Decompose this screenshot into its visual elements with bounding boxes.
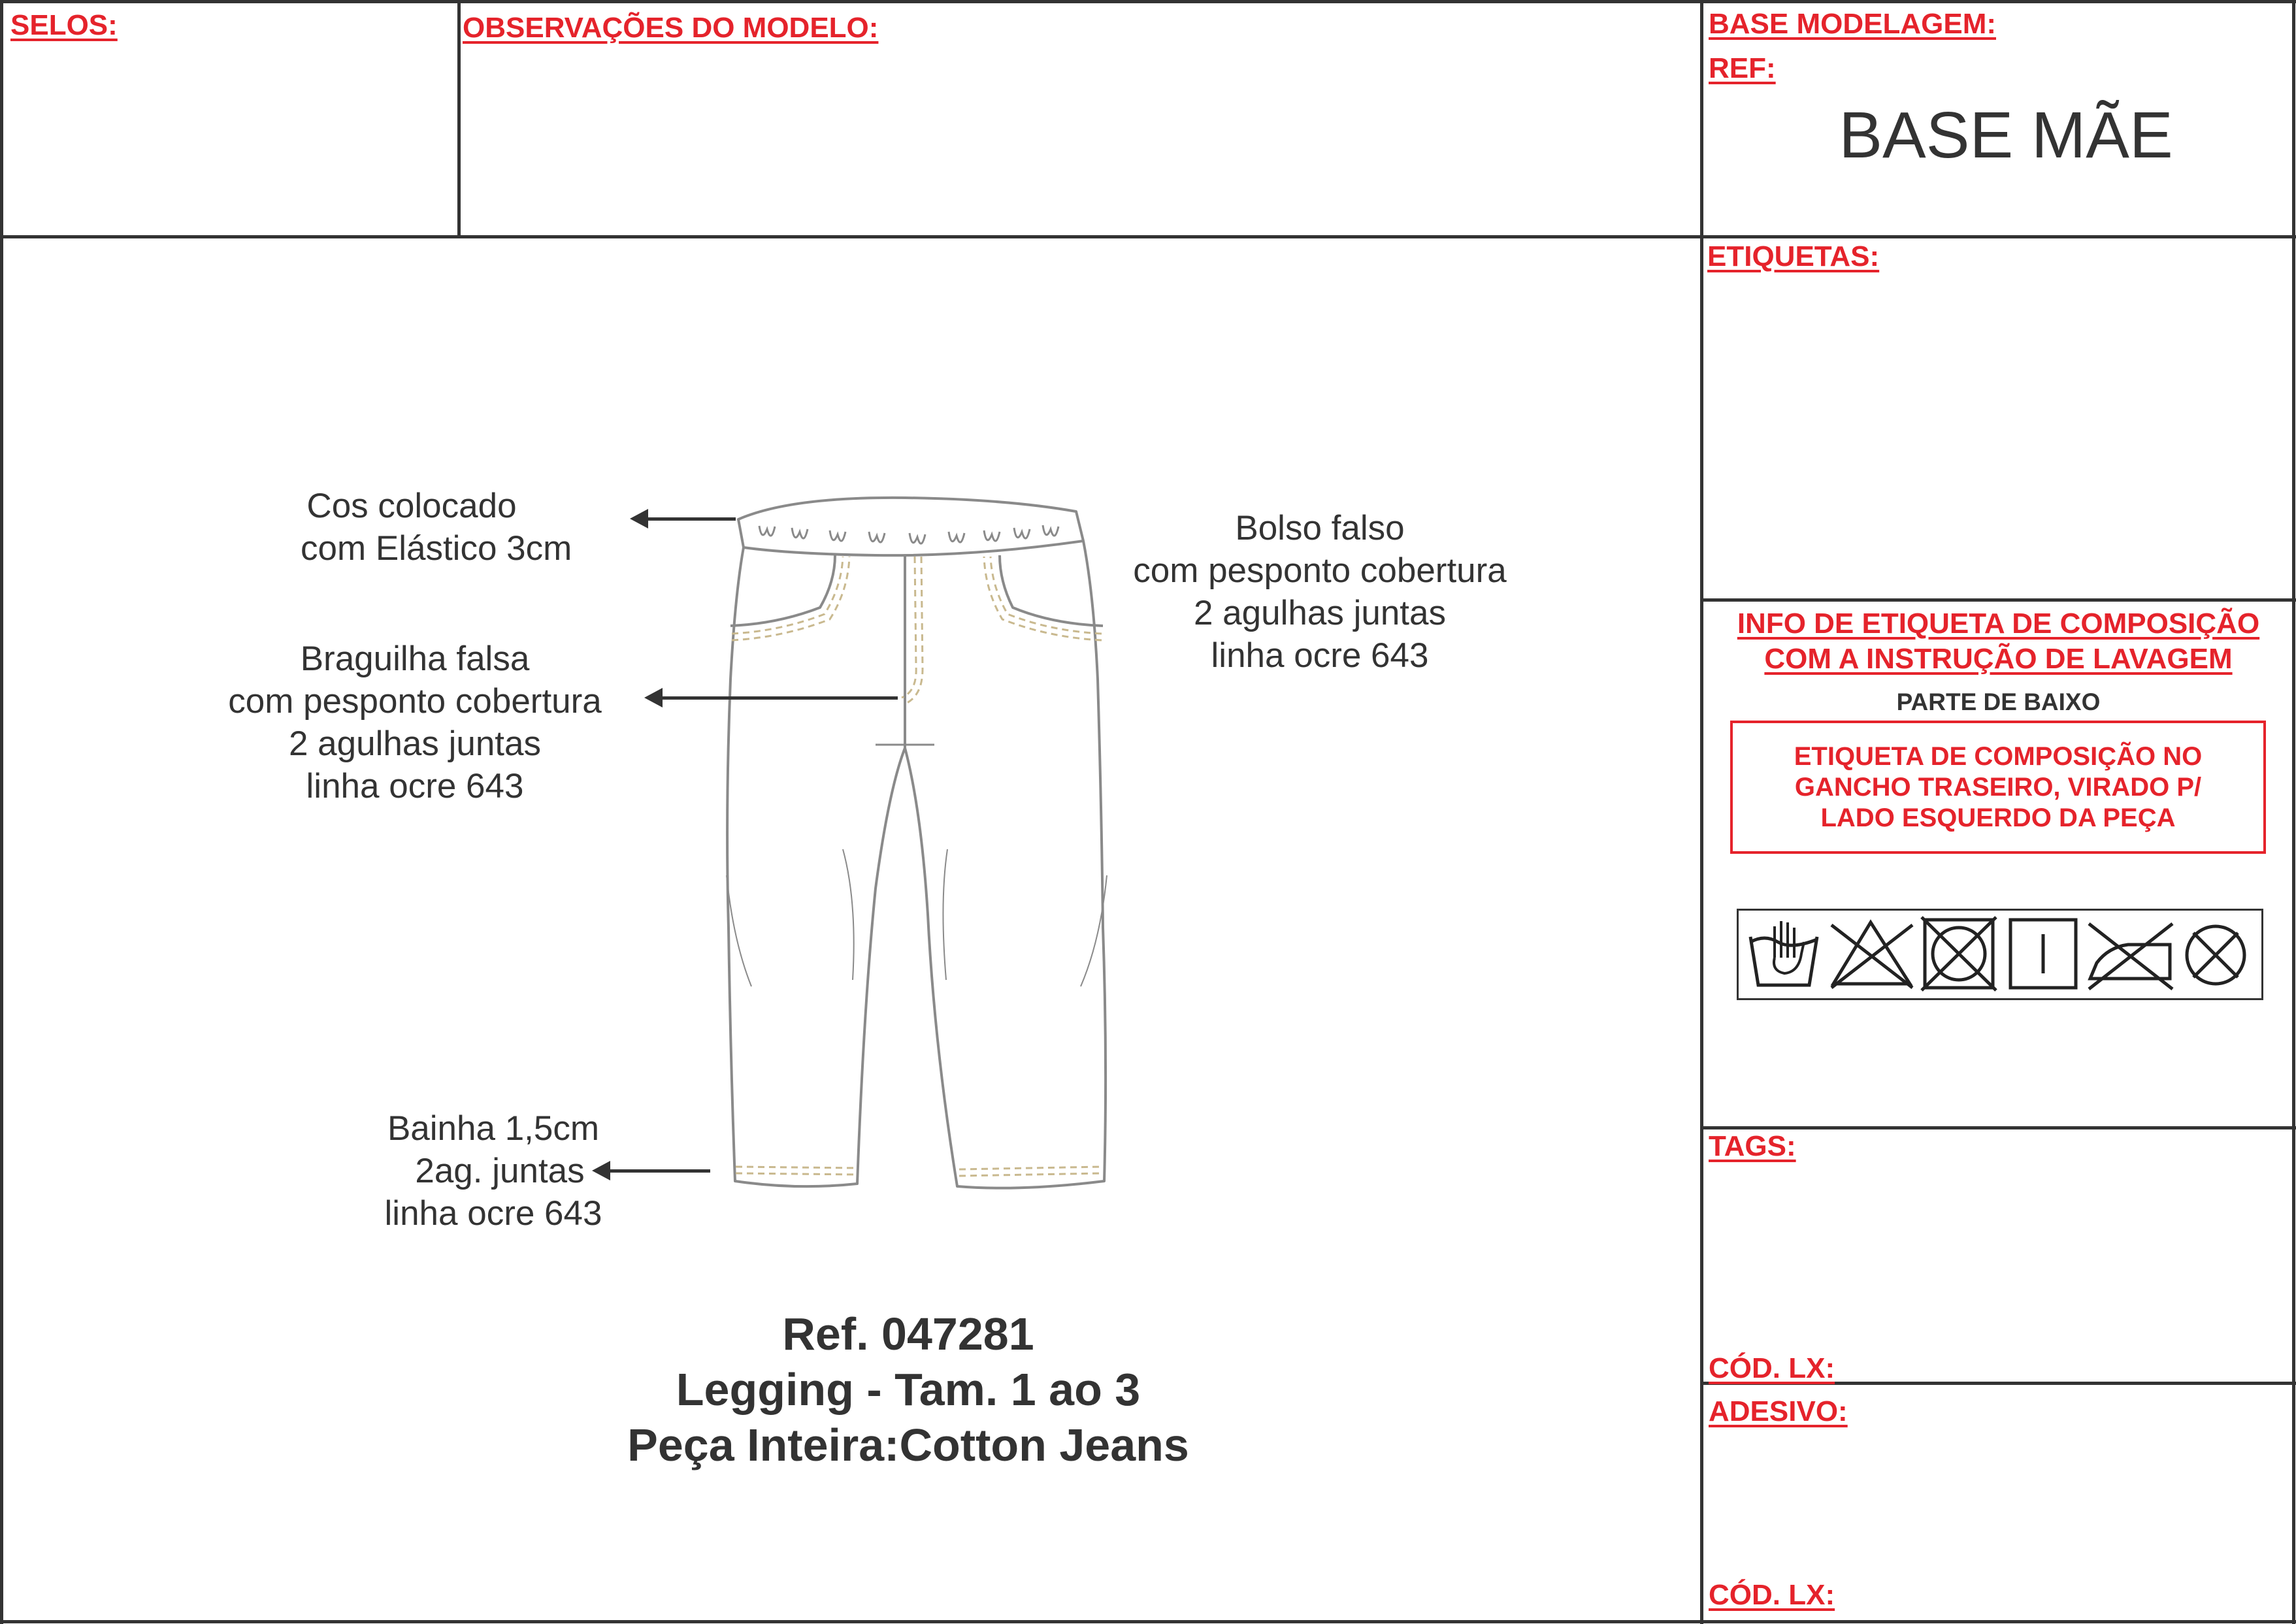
bolso-line-4: linha ocre 643 <box>1211 636 1429 675</box>
bainha-arrow <box>609 1169 710 1173</box>
braguilha-arrow <box>661 696 898 700</box>
cos-line-1: Cos colocado <box>306 487 517 525</box>
observacoes-label: OBSERVAÇÕES DO MODELO: <box>463 12 879 44</box>
no-iron-icon <box>2089 924 2173 989</box>
braguilha-line-4: linha ocre 643 <box>306 767 524 805</box>
waistband-elastic-stitches <box>759 525 1058 544</box>
no-tumble-dry-icon <box>1922 917 1996 990</box>
line-dry-icon <box>2010 920 2076 988</box>
header-divider <box>0 235 2296 238</box>
cos-line-2: com Elástico 3cm <box>301 529 572 568</box>
bainha-line-3: linha ocre 643 <box>384 1194 602 1233</box>
topstitching <box>732 557 1103 1176</box>
info-divider <box>1700 1126 2296 1129</box>
etiquetas-label: ETIQUETAS: <box>1707 240 1880 272</box>
etiquetas-divider <box>1700 598 2296 602</box>
composition-note-line-2: GANCHO TRASEIRO, VIRADO P/ <box>1794 772 2202 802</box>
composition-note-line-3: LADO ESQUERDO DA PEÇA <box>1820 803 2176 832</box>
tags-label: TAGS: <box>1709 1130 1796 1162</box>
cos-arrow <box>647 517 736 521</box>
bolso-line-3: 2 agulhas juntas <box>1193 594 1446 632</box>
bolso-line-1: Bolso falso <box>1235 509 1405 547</box>
cod-lx-label-2: CÓD. LX: <box>1709 1579 1835 1611</box>
sidebar-divider <box>1700 0 1703 1624</box>
frame-bottom <box>0 1620 2296 1623</box>
base-modelagem-label: BASE MODELAGEM: <box>1709 8 1996 40</box>
product-name: Legging - Tam. 1 ao 3 <box>676 1364 1141 1415</box>
cod-lx-label-1: CÓD. LX: <box>1709 1352 1835 1384</box>
selos-label: SELOS: <box>10 9 118 41</box>
parte-label: PARTE DE BAIXO <box>1896 689 2101 715</box>
braguilha-line-2: com pesponto cobertura <box>228 682 602 721</box>
legging-technical-drawing <box>680 483 1137 1215</box>
braguilha-line-1: Braguilha falsa <box>300 640 530 678</box>
composition-note-line-1: ETIQUETA DE COMPOSIÇÃO NO <box>1794 741 2203 771</box>
product-reference <box>457 1307 1359 1473</box>
care-symbols-box <box>1737 909 2263 1000</box>
frame-left <box>0 0 3 1624</box>
composition-note-box <box>1730 721 2266 854</box>
hand-wash-icon <box>1750 921 1817 985</box>
care-symbols <box>1739 911 2261 998</box>
info-title <box>1703 606 2294 677</box>
cos-annotation <box>301 485 572 570</box>
product-ref: Ref. 047281 <box>782 1308 1034 1359</box>
info-title-line-2: COM A INSTRUÇÃO DE LAVAGEM <box>1764 643 2233 675</box>
ref-label: REF: <box>1709 52 1776 84</box>
product-fabric: Peça Inteira:Cotton Jeans <box>627 1420 1189 1470</box>
bolso-line-2: com pesponto cobertura <box>1133 551 1507 590</box>
bolso-annotation <box>1104 507 1535 677</box>
selos-divider <box>457 0 461 236</box>
adesivo-label: ADESIVO: <box>1709 1395 1848 1427</box>
frame-top <box>0 0 2296 3</box>
no-dry-clean-icon <box>2187 926 2244 984</box>
legging-outline <box>727 498 1107 1188</box>
bainha-line-2: 2ag. juntas <box>415 1152 585 1190</box>
no-bleach-icon <box>1831 922 1912 988</box>
braguilha-line-3: 2 agulhas juntas <box>288 724 541 763</box>
base-value: BASE MÃE <box>1839 99 2173 172</box>
frame-right <box>2292 0 2295 1624</box>
bainha-line-1: Bainha 1,5cm <box>387 1109 600 1148</box>
braguilha-annotation <box>189 638 640 807</box>
info-title-line-1: INFO DE ETIQUETA DE COMPOSIÇÃO <box>1737 608 2260 640</box>
